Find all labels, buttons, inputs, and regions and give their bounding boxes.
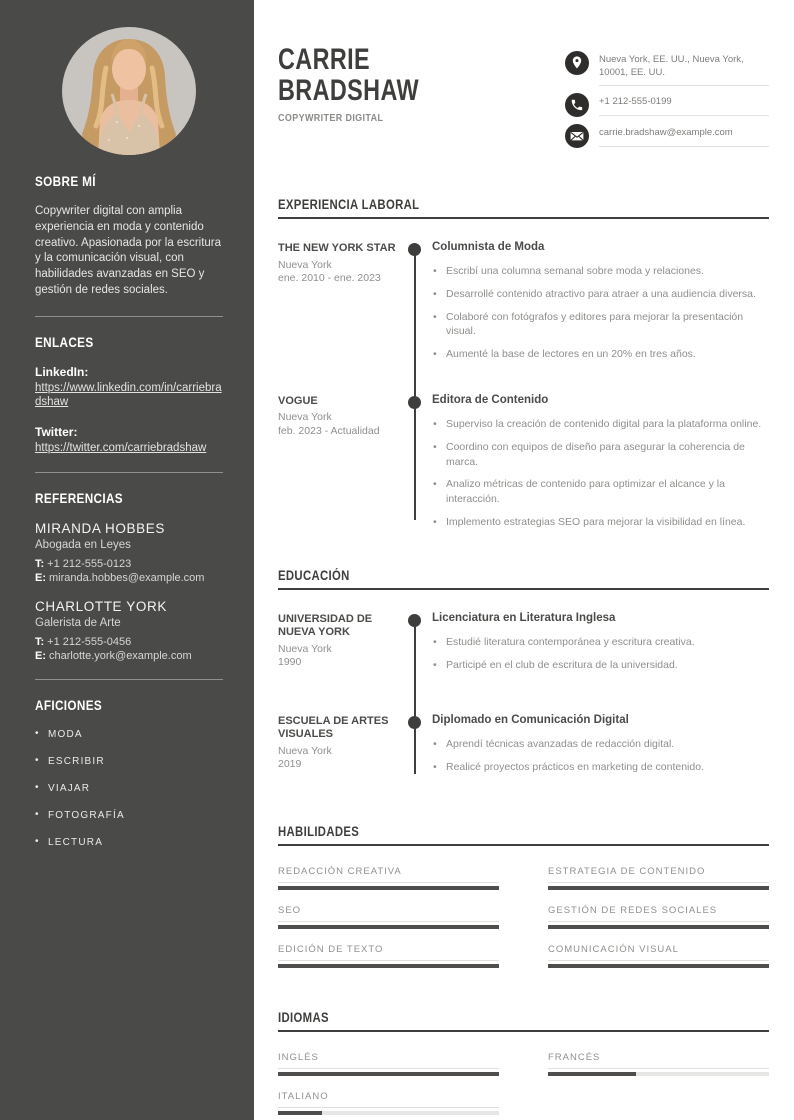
link-label: Twitter: (35, 424, 78, 439)
degree-bullet: • Estudié literatura contemporánea y escritura creativa. (432, 635, 769, 650)
timeline-dot (408, 716, 421, 729)
skills-grid (278, 866, 769, 968)
entry-left (278, 715, 404, 772)
job-title: COPYWRITER DIGITAL (278, 113, 384, 124)
company-location: Nueva York (278, 258, 332, 271)
job-bullets (432, 264, 769, 362)
school-dates: 1990 (278, 656, 302, 669)
contact-row-phone (565, 93, 769, 117)
skill-label: ESTRATEGIA DE CONTENIDO (548, 866, 769, 883)
skill-bar-fill (548, 964, 769, 968)
reference-card (35, 599, 223, 662)
skill-bar-fill (278, 886, 499, 890)
job-bullet: • Colaboré con fotógrafos y editores para mejorar la presentación visual. (432, 310, 769, 340)
link-label: LinkedIn: (35, 364, 89, 379)
school-location: Nueva York (278, 744, 332, 757)
about-heading: SOBRE MÍ (35, 173, 96, 189)
education-section (278, 568, 769, 784)
skill-bar (548, 886, 769, 890)
job-bullet: • Coordino con equipos de diseño para asegurar la coherencia de marca. (432, 440, 769, 470)
references-heading: REFERENCIAS (35, 490, 123, 507)
language-label: ITALIANO (278, 1091, 499, 1108)
phone-icon (565, 93, 589, 117)
profile-photo (61, 26, 197, 156)
skill-item (278, 866, 499, 890)
reference-card (35, 521, 223, 584)
skills-heading: HABILIDADES (278, 824, 769, 846)
language-bar (548, 1072, 769, 1076)
company-location: Nueva York (278, 411, 332, 424)
contact-row-email (565, 124, 769, 148)
entry-left (278, 395, 404, 439)
education-entry (278, 612, 769, 682)
entry-left (278, 242, 404, 286)
language-bar-fill (548, 1072, 636, 1076)
company-name: THE NEW YORK STAR (278, 242, 396, 254)
reference-name: CHARLOTTE YORK (35, 599, 167, 615)
name-block (278, 44, 565, 155)
languages-heading: IDIOMAS (278, 1010, 769, 1032)
language-label: FRANCÉS (548, 1052, 769, 1069)
language-bar-fill (278, 1111, 322, 1115)
experience-entries (278, 241, 769, 530)
job-title-entry: Editora de Contenido (432, 393, 549, 406)
languages-grid (278, 1052, 769, 1115)
skill-bar (278, 964, 499, 968)
language-label: INGLÉS (278, 1052, 499, 1069)
twitter-link[interactable]: https://twitter.com/carriebradshaw (35, 441, 207, 454)
timeline-dot (408, 396, 421, 409)
language-item (278, 1052, 499, 1076)
skill-bar-fill (548, 925, 769, 929)
job-bullets (432, 417, 769, 530)
timeline-dot (408, 614, 421, 627)
skill-bar (278, 886, 499, 890)
job-bullet: • Escribí una columna semanal sobre moda y relaciones. (432, 264, 769, 279)
reference-role: Galerista de Arte (35, 617, 121, 630)
education-heading: EDUCACIÓN (278, 568, 769, 590)
link-item-twitter (35, 425, 223, 456)
school-name: UNIVERSIDAD DE NUEVA YORK (278, 612, 373, 639)
link-item-linkedin (35, 365, 223, 410)
skill-item (548, 944, 769, 968)
degree-bullet: • Realicé proyectos prácticos en marketing de contenido. (432, 760, 769, 775)
languages-section (278, 1010, 769, 1115)
degree-bullets (432, 635, 769, 673)
reference-name: MIRANDA HOBBES (35, 521, 165, 537)
education-entries (278, 612, 769, 784)
timeline-dot (408, 243, 421, 256)
skill-bar-fill (278, 964, 499, 968)
degree-title: Licenciatura en Literatura Inglesa (432, 611, 616, 624)
contact-block (565, 44, 769, 155)
first-name: CARRIE (278, 43, 371, 76)
degree-bullet: • Participé en el club de escritura de la universidad. (432, 658, 769, 673)
job-bullet: • Desarrollé contenido atractivo para atraer a una audiencia diversa. (432, 287, 769, 302)
language-item (548, 1052, 769, 1076)
location-icon (565, 51, 589, 75)
reference-phone: T: +1 212-555-0456 (35, 636, 132, 649)
sidebar-divider (35, 316, 223, 317)
last-name: BRADSHAW (278, 74, 419, 107)
skill-item (278, 944, 499, 968)
school-dates: 2019 (278, 758, 302, 771)
reference-role: Abogada en Leyes (35, 539, 131, 552)
degree-bullet: • Aprendí técnicas avanzadas de redacción digital. (432, 737, 769, 752)
degree-bullets (432, 737, 769, 775)
education-entry (278, 714, 769, 784)
skill-bar (548, 964, 769, 968)
job-bullet: • Implemento estrategias SEO para mejorar la visibilidad en línea. (432, 515, 769, 530)
sidebar-divider (35, 472, 223, 473)
experience-section (278, 197, 769, 530)
location-text: Nueva York, EE. UU., Nueva York, 10001, EE. UU. (599, 51, 769, 86)
experience-entry (278, 394, 769, 530)
degree-title: Diplomado en Comunicación Digital (432, 713, 629, 726)
skill-label: COMUNICACIÓN VISUAL (548, 944, 769, 961)
skill-label: SEO (278, 905, 499, 922)
skill-item (278, 905, 499, 929)
language-bar (278, 1072, 499, 1076)
school-location: Nueva York (278, 642, 332, 655)
skill-bar-fill (278, 925, 499, 929)
linkedin-link[interactable]: https://www.linkedin.com/in/carriebradshaw (35, 381, 222, 409)
school-name: ESCUELA DE ARTES VISUALES (278, 714, 389, 741)
job-bullet: • Aumenté la base de lectores en un 20% en tres años. (432, 347, 769, 362)
hobby-item: • VIAJAR (35, 783, 223, 794)
reference-phone: T: +1 212-555-0123 (35, 558, 132, 571)
company-dates: ene. 2010 - ene. 2023 (278, 272, 381, 284)
sidebar (0, 0, 254, 1120)
skill-item (548, 905, 769, 929)
hobby-item: • MODA (35, 729, 223, 740)
skill-label: EDICIÓN DE TEXTO (278, 944, 499, 961)
header (278, 44, 769, 155)
language-item (278, 1091, 499, 1115)
company-name: VOGUE (278, 394, 318, 407)
hobby-list (35, 729, 223, 848)
reference-email: E: charlotte.york@example.com (35, 650, 192, 663)
job-title-entry: Columnista de Moda (432, 241, 545, 253)
email-icon (565, 124, 589, 148)
skill-label: GESTIÓN DE REDES SOCIALES (548, 905, 769, 922)
skill-bar (278, 925, 499, 929)
language-bar-fill (278, 1072, 499, 1076)
about-text: Copywriter digital con amplia experiencia en moda y contenido creativo. Apasionada por la escritura y la comunicación visual, con habilidades avanzadas en SEO y gestión de redes sociales. (35, 205, 222, 296)
skills-section (278, 824, 769, 968)
links-heading: ENLACES (35, 333, 94, 350)
entry-left (278, 613, 404, 670)
experience-entry (278, 241, 769, 362)
main-content (254, 0, 794, 1120)
hobbies-heading: AFICIONES (35, 697, 103, 714)
skill-bar-fill (548, 886, 769, 890)
sidebar-divider (35, 679, 223, 680)
hobby-item: • FOTOGRAFÍA (35, 810, 223, 821)
skill-label: REDACCIÓN CREATIVA (278, 866, 499, 883)
email-text: carrie.bradshaw@example.com (599, 124, 769, 147)
language-bar (278, 1111, 499, 1115)
reference-email: E: miranda.hobbes@example.com (35, 572, 205, 585)
contact-row-location (565, 51, 769, 86)
hobby-item: • LECTURA (35, 837, 223, 848)
phone-text: +1 212-555-0199 (599, 93, 769, 116)
company-dates: feb. 2023 - Actualidad (278, 424, 380, 437)
skill-bar (548, 925, 769, 929)
job-bullet: • Analizo métricas de contenido para optimizar el alcance y la interacción. (432, 477, 769, 507)
hobby-item: • ESCRIBIR (35, 756, 223, 767)
job-bullet: • Superviso la creación de contenido digital para la plataforma online. (432, 417, 769, 432)
skill-item (548, 866, 769, 890)
experience-heading: EXPERIENCIA LABORAL (278, 197, 769, 219)
